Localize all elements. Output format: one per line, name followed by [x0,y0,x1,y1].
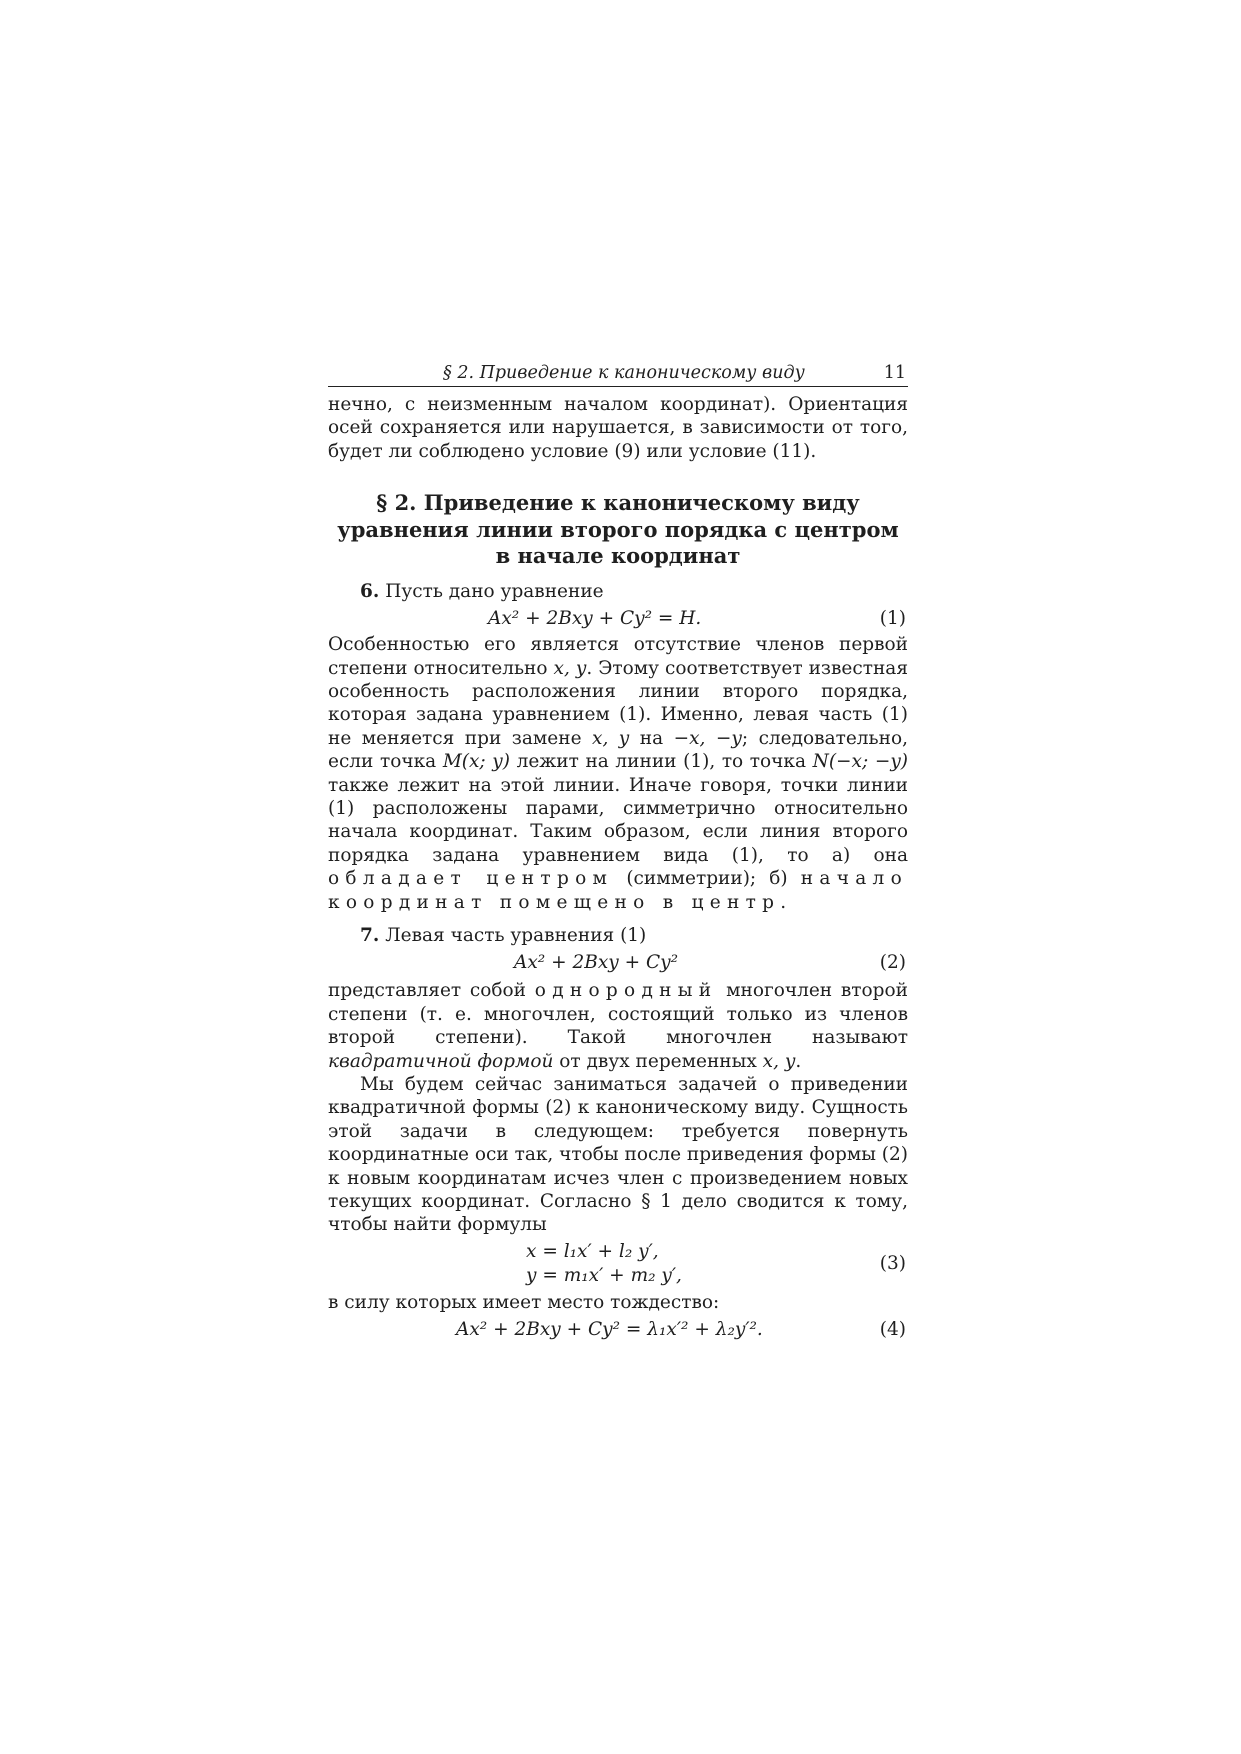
text-run: также лежит на этой линии. Иначе говоря, точки линии (1) расположены парами, симметрично относительно начала координат. Таким образом, если линия второго порядка задана уравнением вида (1), то а) она [328,774,908,866]
equation-1-body: Ax² + 2Bxy + Cy² = H. [488,608,702,630]
item6-lead-text: Пусть дано уравнение [385,580,604,602]
section-title-line-2: уравнения линии второго порядка с центром [337,516,899,542]
text-run: на [639,727,664,749]
text-run: от двух переменных [559,1050,757,1072]
text-run: Особенностью его является отсутствие членов первой степени относительно [328,634,908,679]
text-run: (симметрии); б) [626,868,788,890]
running-head-title: § 2. Приведение к каноническому виду [443,363,805,383]
item6-label: 6. [360,580,380,602]
equation-2 [328,947,908,977]
book-page [328,360,908,1344]
text-run: многочлен второй степени (т. е. многочлен, состоящий только из членов второй степени). Такой многочлен называют [328,980,908,1049]
equation-3-tag: (3) [879,1252,906,1274]
item7-lead-text: Левая часть уравнения (1) [385,925,647,946]
equation-4-tag: (4) [879,1319,906,1341]
section-title-line-1: § 2. Приведение к каноническому виду [376,490,860,516]
equation-3 [328,1237,908,1291]
text-run: . [795,1050,802,1072]
text-run: представляет собой [328,980,527,1002]
math-inline: x, y [592,727,630,749]
intro-paragraph: нечно, с неизменным началом координат). Ориентация осей сохраняется или нарушается, в зависимости от того, будет ли соблюдено условие (9) или условие (11). [328,394,908,462]
math-inline: x, y [553,657,587,679]
text-run: . Этому соответствует известная особенность расположения линии второго порядка, которая задана уравнением (1). Именно, левая часть (1) не меняется при замене [328,657,908,749]
item7-paragraph-1 [328,979,908,1073]
text-run: лежит на линии (1), то точка [516,751,807,773]
math-inline: M(x; y) [442,751,510,773]
equation-1-tag: (1) [879,608,906,630]
spaced-emphasis: начало координат помещено в центр. [328,868,909,913]
equation-2-body: Ax² + 2Bxy + Cy² [514,952,679,974]
equation-2-tag: (2) [879,952,906,974]
running-head [328,360,908,387]
equation-4 [328,1314,908,1344]
item7-paragraph-3: в силу которых имеет место тождество: [328,1291,720,1313]
equation-3-row-1: x = l₁x′ + l₂ y′, [526,1240,659,1262]
item6-paragraph [328,633,908,914]
page-number: 11 [883,363,906,383]
spaced-emphasis: обладает центром [328,868,614,890]
equation-1 [328,603,908,633]
math-inline: x, y [762,1050,796,1072]
item7-paragraph-2: Мы будем сейчас заниматься задачей о приведении квадратичной формы (2) к каноническому виду. Сущность этой задачи в следующем: требуется повернуть координатные оси так, чтобы после приведения формы (2) к новым координатам исчез член с произведением новых текущих координат. Согласно § 1 дело сводится к тому, чтобы найти формулы [328,1074,909,1236]
section-title [328,490,908,570]
italic-term: квадратичной формой [328,1050,554,1072]
math-inline: −x, −y [673,727,742,749]
text-run: ; следовательно, если точка [328,727,908,773]
item7-lead [328,924,908,947]
math-inline: N(−x; −y) [812,751,908,773]
item6-lead [328,580,908,603]
equation-4-body: Ax² + 2Bxy + Cy² = λ₁x′² + λ₂y′². [456,1319,763,1341]
spaced-emphasis: однородный [534,980,718,1002]
item7-label: 7. [360,925,380,946]
section-title-line-3: в начале координат [495,543,741,569]
equation-3-row-2: y = m₁x′ + m₂ y′, [526,1264,682,1286]
